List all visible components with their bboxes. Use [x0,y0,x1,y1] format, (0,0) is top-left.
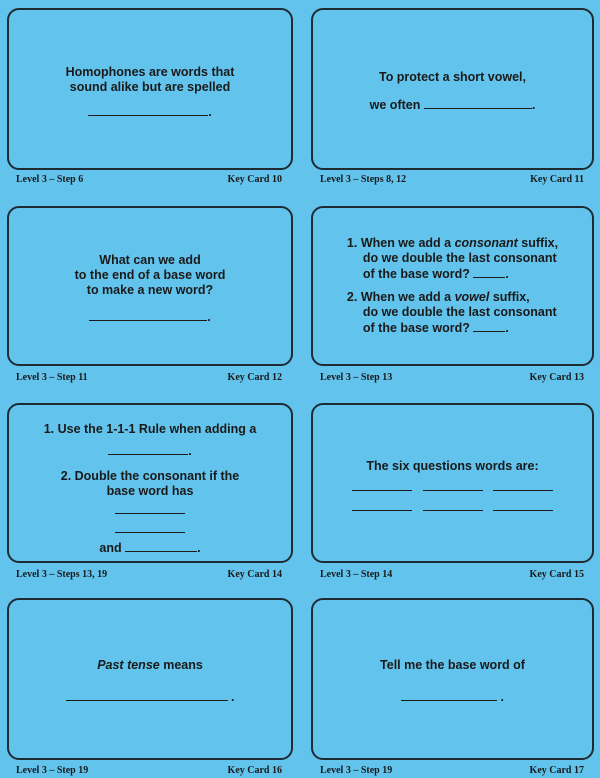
card-footer [16,569,282,580]
card-text-line: To protect a short vowel, [378,70,526,84]
card-footer [320,174,584,185]
card-text-line: What can we add [99,253,201,267]
answer-blank: . [9,104,291,120]
card-text-line: to the end of a base word [74,268,226,282]
level-label: Level 3 – Step 13 [320,372,393,383]
card-footer [16,174,282,185]
key-card-label: Key Card 15 [529,569,584,580]
answer-blank: . [313,689,592,705]
answer-blank [9,521,291,537]
level-label: Level 3 – Step 6 [16,174,84,185]
key-card-10 [7,8,293,170]
card-footer [16,372,282,383]
answer-blank: . [9,689,291,705]
card-footer [320,372,584,383]
card-text-line: base word has [106,484,194,498]
card-text-line: Homophones are words that [65,65,235,79]
key-card-label: Key Card 17 [529,765,584,776]
level-label: Level 3 – Step 14 [320,569,393,580]
card-footer [320,569,584,580]
card-text-line: Tell me the base word of [380,658,525,672]
key-card-15 [311,403,594,563]
answer-blank: . [9,443,291,459]
level-label: Level 3 – Steps 8, 12 [320,174,407,185]
answer-blank: and . [99,541,201,555]
key-card-12 [7,206,293,366]
card-footer [16,765,282,776]
card-text-line: sound alike but are spelled [69,80,231,94]
key-card-label: Key Card 13 [529,372,584,383]
key-card-14 [7,403,293,563]
key-card-17 [311,598,594,760]
level-label: Level 3 – Step 19 [320,765,393,776]
level-label: Level 3 – Step 11 [16,372,88,383]
question-1: 1. When we add a consonant suffix, do we double the last consonant of the base word? . [346,236,559,281]
key-card-16 [7,598,293,760]
key-card-label: Key Card 14 [227,569,282,580]
answer-blank [9,502,291,518]
card-text-line: The six questions words are: [366,459,539,473]
question-2: 2. When we add a vowel suffix, do we double the last consonant of the base word? . [346,290,557,335]
level-label: Level 3 – Step 19 [16,765,89,776]
card-footer [320,765,584,776]
card-text-line: Past tense means [97,658,203,672]
level-label: Level 3 – Steps 13, 19 [16,569,108,580]
key-card-label: Key Card 11 [530,174,584,185]
card-text-line: 2. Double the consonant if the [60,469,240,483]
answer-blank: . [9,309,291,325]
key-card-label: Key Card 12 [227,372,282,383]
key-card-label: Key Card 16 [227,765,282,776]
key-card-11 [311,8,594,170]
card-text-line: to make a new word? [86,283,214,297]
answer-blanks-row [313,499,592,515]
key-card-label: Key Card 10 [227,174,282,185]
card-text-line: 1. Use the 1-1-1 Rule when adding a [43,422,257,436]
answer-blanks-row [313,479,592,495]
key-card-13 [311,206,594,366]
card-text-line: we often . [369,98,536,112]
